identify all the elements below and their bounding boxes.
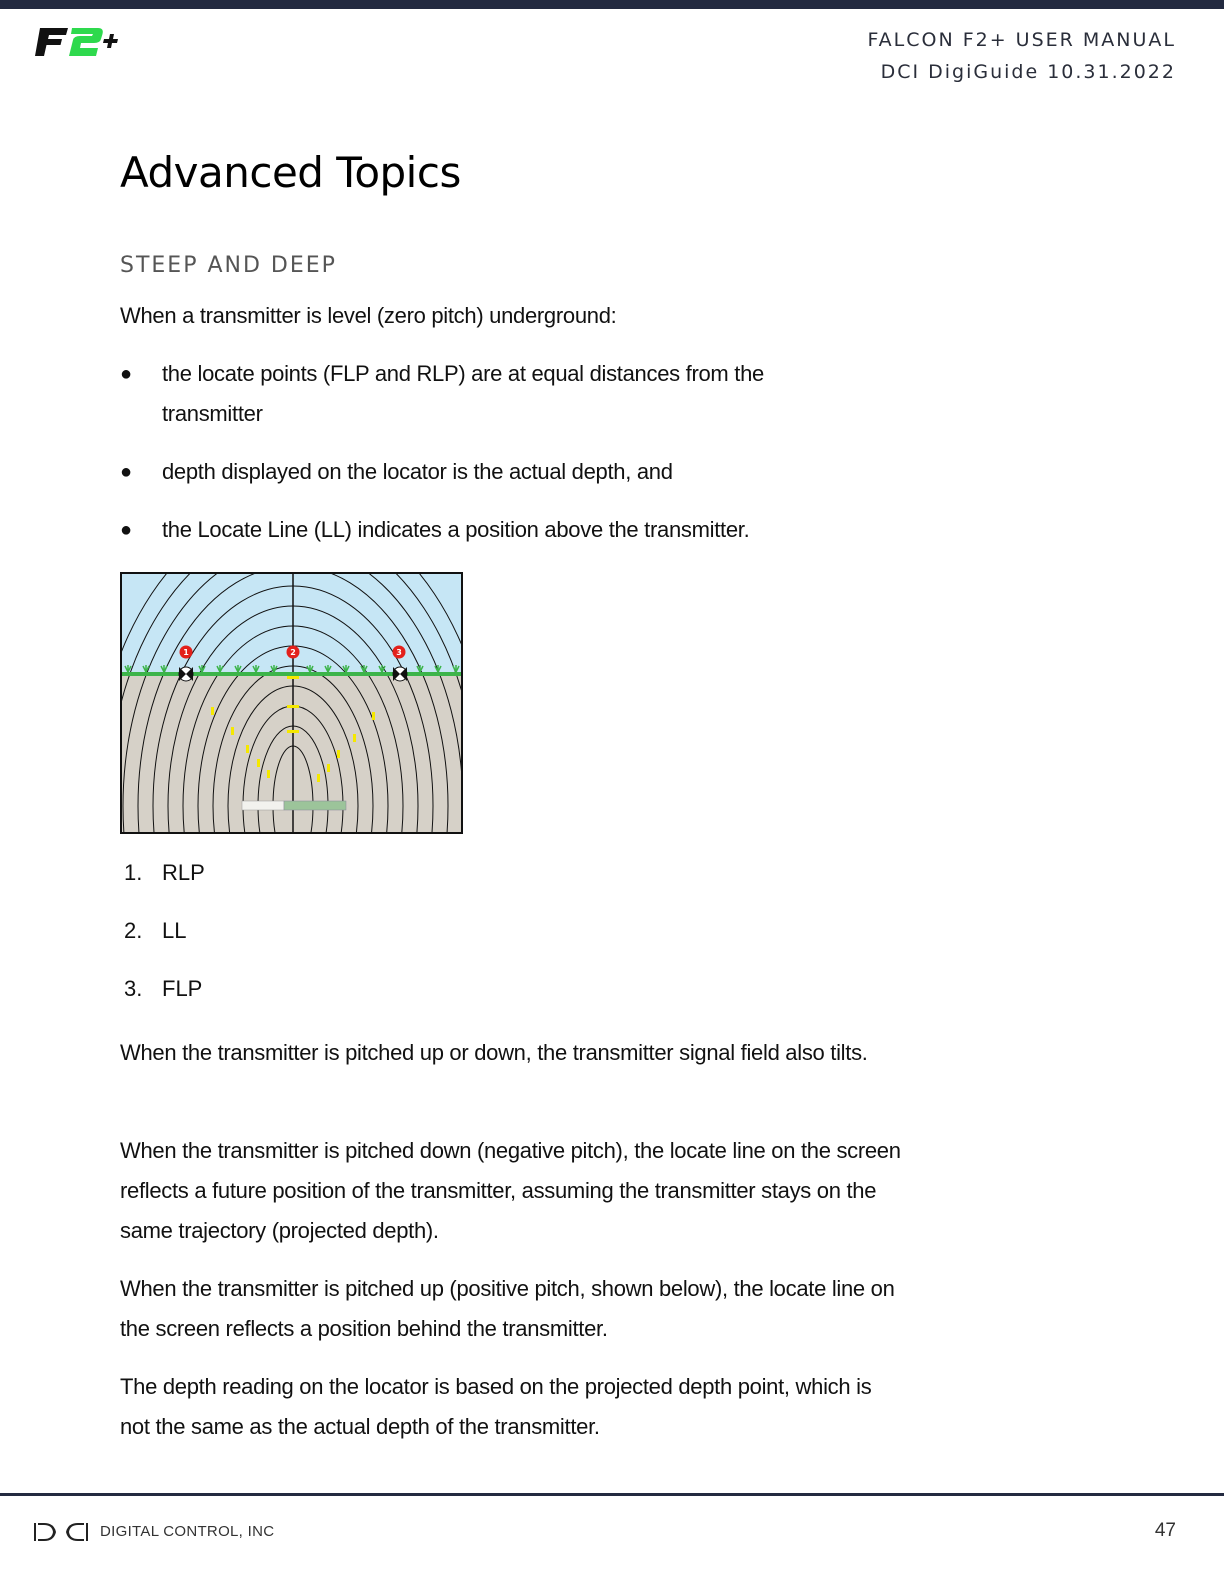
rlp-marker (179, 667, 193, 681)
body-paragraph: The depth reading on the locator is based on the projected depth point, which is not the same as the actual depth of the transmitter. (120, 1374, 872, 1439)
company-name: DIGITAL CONTROL, INC (100, 1523, 275, 1540)
bullet-icon: ● (120, 461, 133, 483)
bullet-icon: ● (120, 519, 133, 541)
legend-item-rlp: 1. RLP (124, 860, 205, 885)
body-paragraph: When the transmitter is pitched down (negative pitch), the locate line on the screen reflects a future position of the transmitter, assuming the transmitter stays on the same trajectory (projected depth). (120, 1138, 901, 1243)
body-paragraph: When the transmitter is pitched up or down, the transmitter signal field also tilts. (120, 1040, 868, 1065)
header-info (867, 24, 1176, 88)
svg-text:2: 2 (290, 648, 296, 657)
legend-item-ll: 2. LL (124, 918, 187, 943)
manual-title: FALCON F2+ USER MANUAL (867, 29, 1176, 51)
body-paragraph: When the transmitter is pitched up (positive pitch, shown below), the locate line on the screen reflects a position behind the transmitter. (120, 1276, 895, 1341)
footer-rule (0, 1493, 1224, 1496)
page-number: 47 (1154, 1520, 1176, 1541)
field-lines-illustration (122, 574, 463, 834)
top-bar (0, 0, 1224, 9)
signal-field-diagram (120, 572, 463, 834)
svg-text:1: 1 (183, 648, 189, 657)
flp-marker (393, 667, 407, 681)
page-title: Advanced Topics (120, 148, 461, 197)
legend-item-flp: 3. FLP (124, 976, 203, 1001)
guide-version: DCI DigiGuide 10.31.2022 (880, 61, 1176, 83)
section-heading: STEEP AND DEEP (120, 253, 337, 278)
intro-paragraph: When a transmitter is level (zero pitch) underground: (120, 303, 617, 328)
dci-logo-icon (34, 1522, 90, 1542)
f2-plus-logo (34, 24, 126, 60)
svg-text:3: 3 (396, 648, 402, 657)
bullet-icon: ● (120, 363, 133, 385)
